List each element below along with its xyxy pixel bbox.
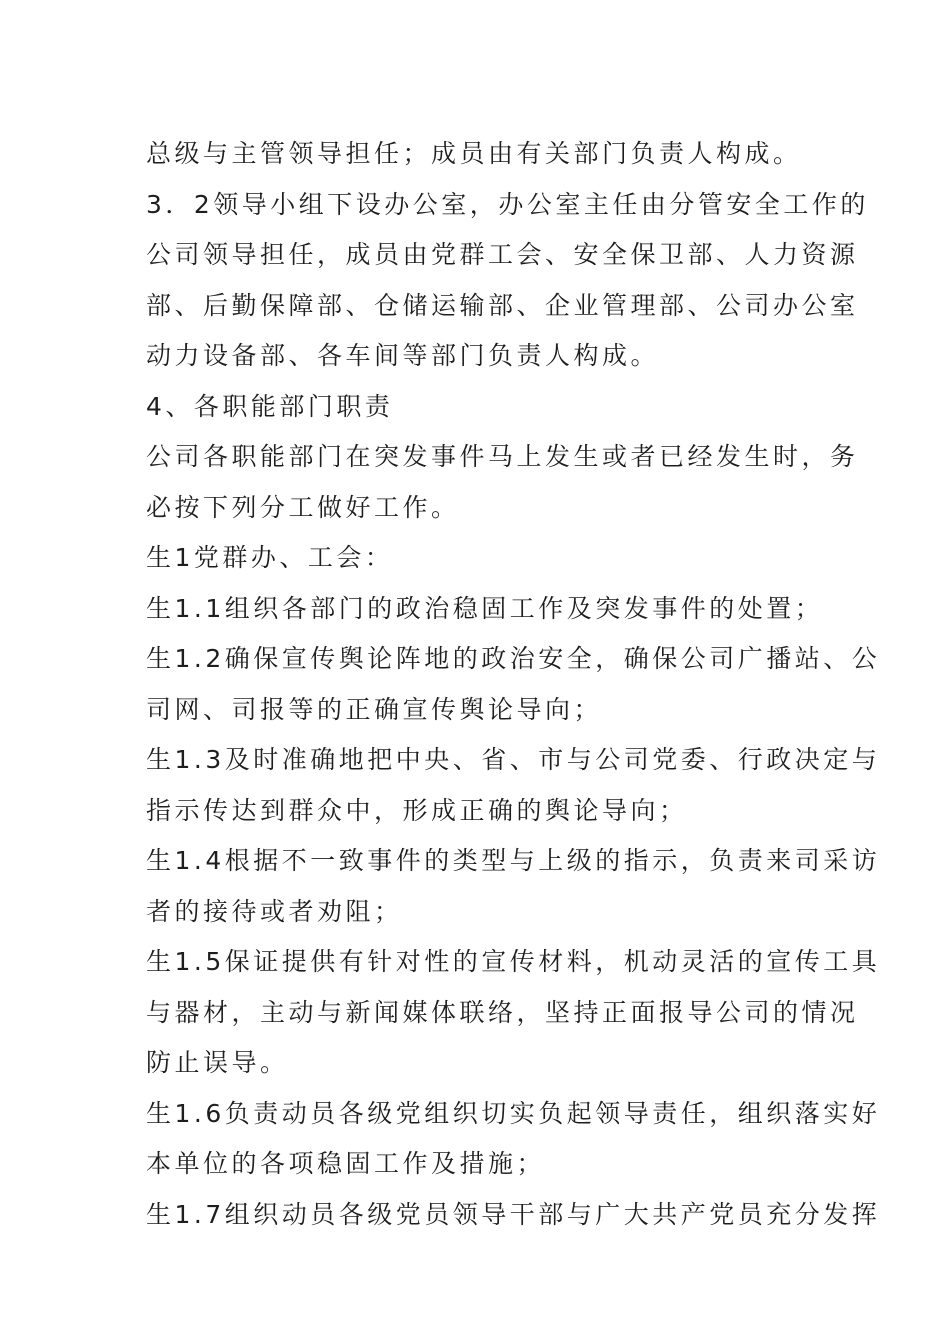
text-line: 防止误导。 [146,1048,289,1077]
paragraph [146,533,808,584]
text-line: 本单位的各项稳固工作及措施； [146,1149,546,1178]
text-line: 生1.2确保宣传舆论阵地的政治安全，确保公司广播站、公 [146,644,881,673]
text-line: 生1.1组织各部门的政治稳固工作及突发事件的处置； [146,593,824,623]
text-line: 生1党群办、工会： [146,543,394,572]
paragraph [146,1190,881,1241]
text-line: 公司领导担任，成员由党群工会、安全保卫部、人力资源 [146,240,859,269]
text-line: 者的接待或者劝阻； [146,896,403,926]
paragraph [146,836,881,937]
text-line: 生1.5保证提供有针对性的宣传材料，机动灵活的宣传工具 [146,947,881,976]
text-line: 司网、司报等的正确宣传舆论导向； [146,694,603,724]
paragraph [146,937,881,1089]
paragraph [146,584,824,635]
text-line: 部、后勤保障部、仓储运输部、企业管理部、公司办公室 [146,290,859,320]
paragraph [146,180,869,382]
text-line: 与器材，主动与新闻媒体联络，坚持正面报导公司的情况 [146,997,859,1027]
text-line: 生1.6负责动员各级党组织切实负起领导责任，组织落实好 [146,1098,881,1128]
text-line: 生1.4根据不一致事件的类型与上级的指示，负责来司采访 [146,846,881,875]
text-line: 动力设备部、各车间等部门负责人构成。 [146,341,660,370]
text-line: 生1.3及时准确地把中央、省、市与公司党委、行政决定与 [146,745,881,774]
paragraph [146,129,808,180]
text-line: 公司各职能部门在突发事件马上发生或者已经发生时，务 [146,442,859,471]
document-body [146,129,881,1240]
text-line: 4、各职能部门职责 [146,391,394,421]
text-line: 指示传达到群众中，形成正确的舆论导向； [146,795,688,825]
paragraph [146,735,881,836]
paragraph [146,634,881,735]
text-line: 总级与主管领导担任；成员由有关部门负责人构成。 [146,139,802,168]
paragraph [146,432,859,533]
paragraph [146,382,808,433]
text-line: 生1.7组织动员各级党员领导干部与广大共产党员充分发挥 [146,1199,881,1229]
text-line: 必按下列分工做好工作。 [146,492,460,522]
text-line: 3．2领导小组下设办公室，办公室主任由分管安全工作的 [146,189,869,219]
paragraph [146,1089,881,1190]
